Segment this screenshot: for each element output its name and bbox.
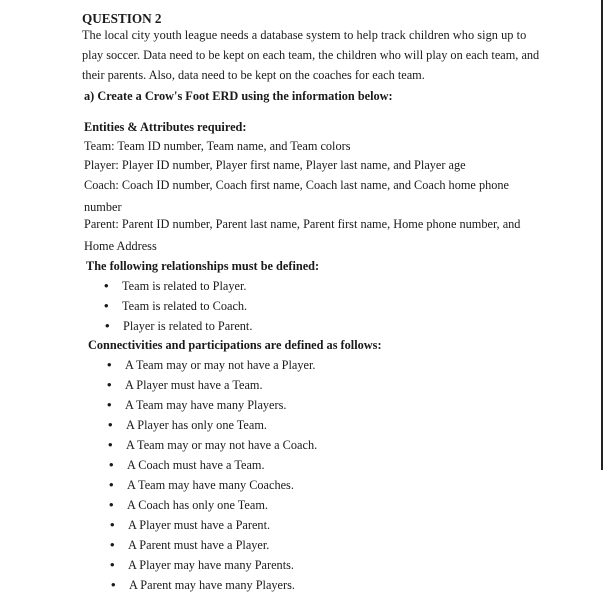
bullet: • <box>104 298 109 313</box>
connectivity-item: A Parent may have many Players. <box>129 578 295 592</box>
question-title: QUESTION 2 <box>82 11 162 26</box>
entity-coach-line-2: number <box>84 200 122 214</box>
intro-line-3: their parents. Also, data need to be kept on the coaches for each team. <box>82 68 425 82</box>
intro-line-2: play soccer. Data need to be kept on each team, the children who will play on each team, and <box>82 48 540 62</box>
bullet: • <box>108 417 113 432</box>
connectivity-item: A Team may have many Coaches. <box>127 478 294 492</box>
bullet: • <box>108 437 113 452</box>
connectivity-item: A Player must have a Team. <box>125 378 263 392</box>
task-heading: a) Create a Crow's Foot ERD using the information below: <box>84 89 393 103</box>
entity-player: Player: Player ID number, Player first name, Player last name, and Player age <box>84 158 466 172</box>
connectivity-item: A Coach must have a Team. <box>127 458 265 472</box>
connectivity-item: A Player may have many Parents. <box>128 558 294 572</box>
entities-heading: Entities & Attributes required: <box>84 120 247 134</box>
connectivities-heading: Connectivities and participations are defined as follows: <box>88 338 382 352</box>
entity-parent-line-2: Home Address <box>84 239 157 253</box>
bullet: • <box>107 397 112 412</box>
bullet: • <box>111 577 116 592</box>
connectivity-item: A Coach has only one Team. <box>127 498 268 512</box>
bullet: • <box>109 477 114 492</box>
relationship-item: Team is related to Player. <box>122 279 247 293</box>
connectivity-item: A Team may or may not have a Player. <box>125 358 316 372</box>
bullet: • <box>107 377 112 392</box>
entity-coach-line-1: Coach: Coach ID number, Coach first name, Coach last name, and Coach home phone <box>84 178 509 192</box>
connectivity-item: A Player must have a Parent. <box>128 518 271 532</box>
relationship-item: Team is related to Coach. <box>122 299 248 313</box>
scan-edge-line <box>601 0 603 470</box>
relationship-item: Player is related to Parent. <box>123 319 253 333</box>
intro-line-1: The local city youth league needs a database system to help track children who sign up to <box>82 28 527 42</box>
entity-parent-line-1: Parent: Parent ID number, Parent last name, Parent first name, Home phone number, and <box>84 217 521 231</box>
connectivity-item: A Team may or may not have a Coach. <box>126 438 318 452</box>
bullet: • <box>110 517 115 532</box>
connectivity-item: A Parent must have a Player. <box>128 538 270 552</box>
bullet: • <box>110 557 115 572</box>
entity-team: Team: Team ID number, Team name, and Team colors <box>84 139 351 153</box>
bullet: • <box>105 318 110 333</box>
bullet: • <box>110 537 115 552</box>
relationships-heading: The following relationships must be defined: <box>86 259 320 273</box>
connectivity-item: A Player has only one Team. <box>126 418 267 432</box>
bullet: • <box>109 497 114 512</box>
bullet: • <box>107 357 112 372</box>
bullet: • <box>109 457 114 472</box>
bullet: • <box>104 278 109 293</box>
connectivity-item: A Team may have many Players. <box>125 398 287 412</box>
